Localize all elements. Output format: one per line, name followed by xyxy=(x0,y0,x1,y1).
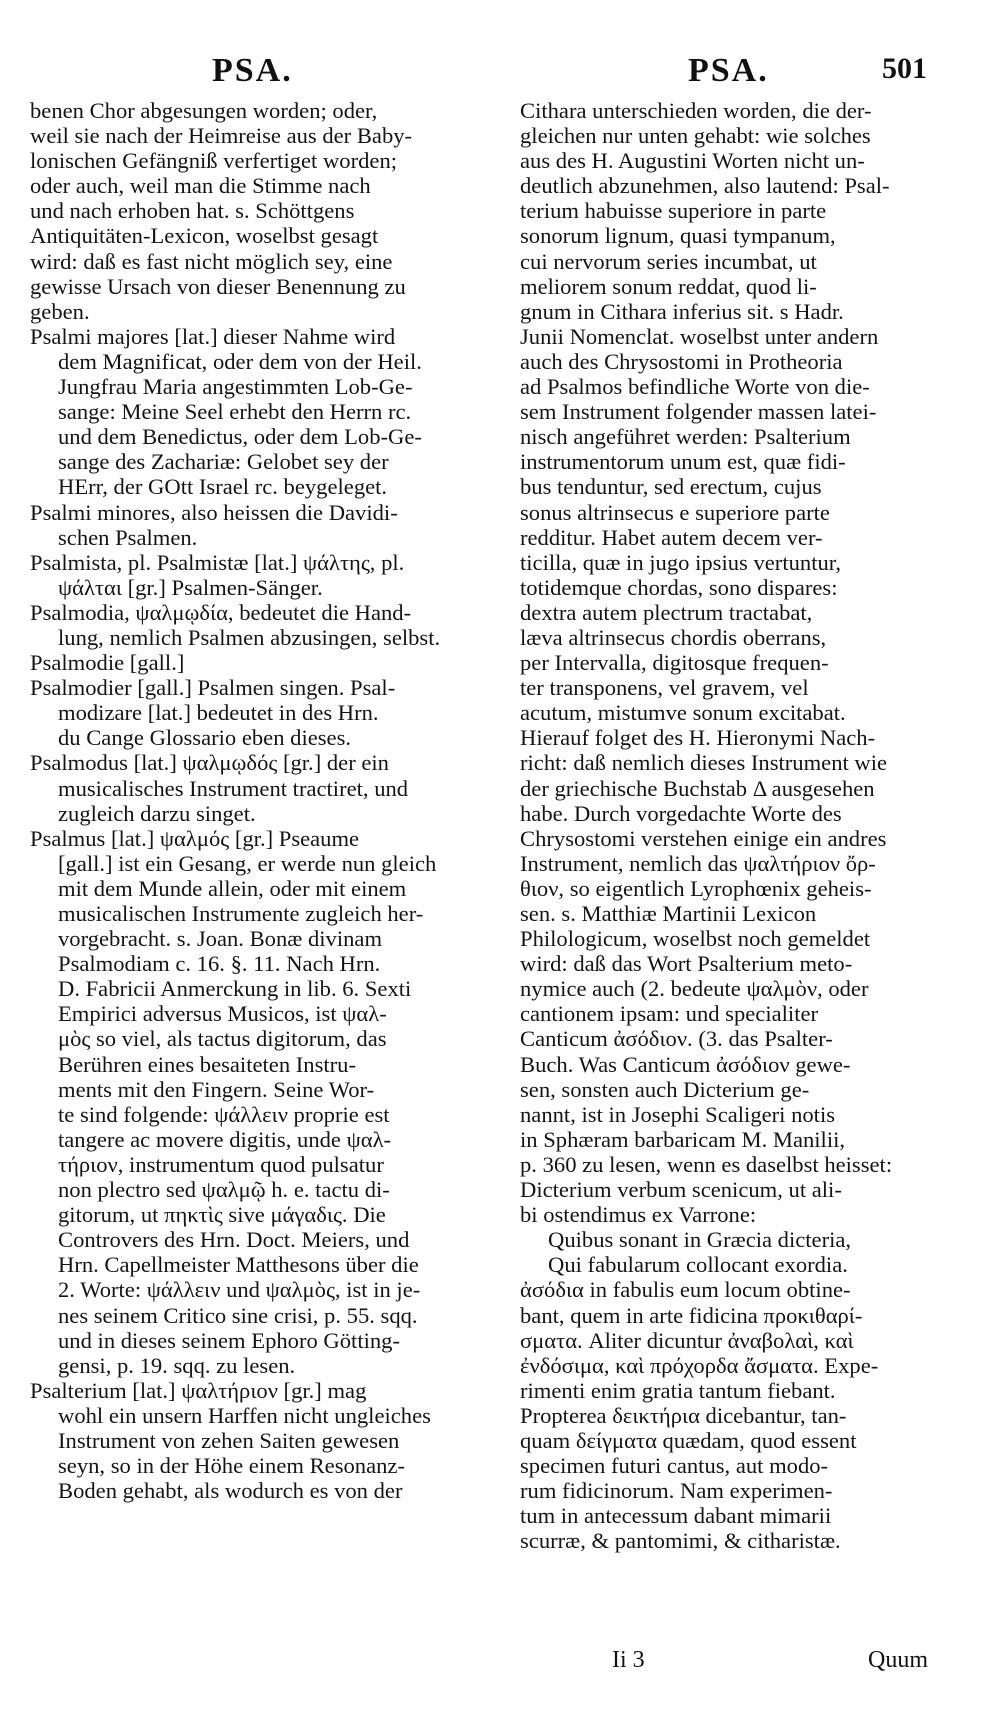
text-line: bus tenduntur, sed erectum, cujus xyxy=(520,474,822,500)
text-line: tum in antecessum dabant mimarii xyxy=(520,1503,832,1529)
text-line: Jungfrau Maria angestimmten Lob-Ge- xyxy=(58,374,413,400)
text-line: p. 360 zu lesen, wenn es daselbst heisset: xyxy=(520,1151,893,1177)
text-line: wird: daß es fast nicht möglich sey, eine xyxy=(30,248,393,274)
text-line: Controvers des Hrn. Doct. Meiers, und xyxy=(58,1227,410,1253)
text-line: zugleich darzu singet. xyxy=(58,800,256,826)
text-line: τήριον, instrumentum quod pulsatur xyxy=(58,1151,384,1177)
text-line: bi ostendimus ex Varrone: xyxy=(520,1202,757,1228)
text-line: nes seinem Critico sine crisi, p. 55. sqq. xyxy=(58,1302,418,1328)
page-number: 501 xyxy=(882,52,927,85)
text-line: μὸς so viel, als tactus digitorum, das xyxy=(58,1026,387,1052)
text-line: totidemque chordas, sono dispares: xyxy=(520,574,838,600)
text-line: ad Psalmos befindliche Worte von die- xyxy=(520,374,870,400)
text-line: ἐνδόσιμα, καὶ πρόχορδα ἄσματα. Expe- xyxy=(520,1352,879,1378)
text-line: nymice auch (2. bedeute ψαλμὸν, oder xyxy=(520,976,869,1002)
text-line: Quibus sonant in Græcia dicteria, xyxy=(548,1227,852,1253)
text-line: Psalterium [lat.] ψαλτήριον [gr.] mag xyxy=(30,1377,367,1403)
text-line: Psalmodiam c. 16. §. 11. Nach Hrn. xyxy=(58,951,381,977)
text-line: Cithara unterschieden worden, die der- xyxy=(520,98,872,123)
running-head-right: PSA. xyxy=(688,52,769,89)
text-line: sen, sonsten auch Dicterium ge- xyxy=(520,1076,810,1102)
text-line: HErr, der GOtt Israel rc. beygeleget. xyxy=(58,474,388,500)
text-line: tangere ac movere digitis, unde ψαλ- xyxy=(58,1126,392,1152)
text-line: meliorem sonum reddat, quod li- xyxy=(520,273,817,299)
text-line: sonorum lignum, quasi tympanum, xyxy=(520,223,836,249)
text-line: und in dieses seinem Ephoro Götting- xyxy=(58,1327,400,1353)
text-line: habe. Durch vorgedachte Worte des xyxy=(520,800,842,826)
text-line: Dicterium verbum scenicum, ut ali- xyxy=(520,1177,842,1203)
left-column xyxy=(30,98,470,1503)
text-line: schen Psalmen. xyxy=(58,524,198,550)
text-line: dextra autem plectrum tractabat, xyxy=(520,599,813,625)
text-line: Instrument, nemlich das ψαλτήριον ὄρ- xyxy=(520,850,876,876)
text-line: sonus altrinsecus e superiore parte xyxy=(520,499,830,525)
text-line: Chrysostomi verstehen einige ein andres xyxy=(520,825,887,851)
text-line: σματα. Aliter dicuntur ἀναβολαὶ, καὶ xyxy=(520,1327,854,1353)
text-line: ψάλται [gr.] Psalmen-Sänger. xyxy=(58,574,323,600)
text-line: sen. s. Matthiæ Martinii Lexicon xyxy=(520,901,817,926)
text-line: du Cange Glossario eben dieses. xyxy=(58,725,352,751)
text-line: richt: daß nemlich dieses Instrument wie xyxy=(520,750,888,776)
text-line: gitorum, ut πηκτὶς sive μάγαδις. Die xyxy=(58,1202,386,1228)
text-line: Instrument von zehen Saiten gewesen xyxy=(58,1427,400,1453)
text-line: [gall.] ist ein Gesang, er werde nun gleich xyxy=(58,850,437,876)
text-line: scurræ, & pantomimi, & citharistæ. xyxy=(520,1528,841,1554)
text-line: Philologicum, woselbst noch gemeldet xyxy=(520,926,871,952)
text-line: benen Chor abgesungen worden; oder, xyxy=(30,98,378,123)
text-line: Hierauf folget des H. Hieronymi Nach- xyxy=(520,725,876,751)
text-line: per Intervalla, digitosque frequen- xyxy=(520,650,829,676)
text-line: nisch angeführet werden: Psalterium xyxy=(520,424,851,450)
text-line: aus des H. Augustini Worten nicht un- xyxy=(520,148,865,174)
text-line: gleichen nur unten gehabt: wie solches xyxy=(520,123,871,149)
text-line: rum fidicinorum. Nam experimen- xyxy=(520,1478,833,1504)
text-line: cui nervorum series incumbat, ut xyxy=(520,248,817,274)
text-line: Canticum ἀσόδιον. (3. das Psalter- xyxy=(520,1026,833,1052)
text-line: Psalmodus [lat.] ψαλμῳδός [gr.] der ein xyxy=(30,750,389,776)
text-line: mit dem Munde allein, oder mit einem xyxy=(58,875,407,901)
right-column xyxy=(520,98,940,1553)
text-line: und nach erhoben hat. s. Schöttgens xyxy=(30,198,355,224)
text-line: wird: daß das Wort Psalterium meto- xyxy=(520,951,853,977)
text-line: wohl ein unsern Harffen nicht ungleiches xyxy=(58,1402,431,1428)
text-line: ments mit den Fingern. Seine Wor- xyxy=(58,1076,375,1102)
text-line: lonischen Gefängniß verfertiget worden; xyxy=(30,148,398,174)
text-line: rimenti enim gratia tantum fiebant. xyxy=(520,1377,836,1403)
text-line: gensi, p. 19. sqq. zu lesen. xyxy=(58,1352,296,1378)
text-line: Berühren eines besaiteten Instru- xyxy=(58,1051,356,1077)
text-line: Antiquitäten-Lexicon, woselbst gesagt xyxy=(30,223,379,249)
text-line: non plectro sed ψαλμῷ h. e. tactu di- xyxy=(58,1177,390,1203)
catchword: Quum xyxy=(868,1647,928,1673)
text-line: θιον, so eigentlich Lyrophœnix geheis- xyxy=(520,875,872,901)
text-line: sange des Zachariæ: Gelobet sey der xyxy=(58,449,389,475)
text-line: deutlich abzunehmen, also lautend: Psal- xyxy=(520,173,890,199)
text-line: und dem Benedictus, oder dem Lob-Ge- xyxy=(58,424,422,450)
text-line: modizare [lat.] bedeutet in des Hrn. xyxy=(58,700,379,726)
text-line: gewisse Ursach von dieser Benennung zu xyxy=(30,273,406,299)
text-line: Boden gehabt, als wodurch es von der xyxy=(58,1478,403,1504)
signature-mark: Ii 3 xyxy=(612,1647,645,1673)
text-line: terium habuisse superiore in parte xyxy=(520,198,827,224)
text-line: gnum in Cithara inferius sit. s Hadr. xyxy=(520,298,844,324)
text-line: acutum, mistumve sonum excitabat. xyxy=(520,700,846,726)
text-line: sem Instrument folgender massen latei- xyxy=(520,399,877,425)
text-line: quam δείγματα quædam, quod essent xyxy=(520,1427,857,1453)
text-line: sange: Meine Seel erhebt den Herrn rc. xyxy=(58,399,412,425)
text-line: ter transponens, vel gravem, vel xyxy=(520,675,809,701)
text-line: vorgebracht. s. Joan. Bonæ divinam xyxy=(58,926,383,952)
text-line: Psalmista, pl. Psalmistæ [lat.] ψάλτης, pl. xyxy=(30,549,405,575)
text-line: musicalischen Instrumente zugleich her- xyxy=(58,901,424,926)
text-line: Psalmodie [gall.] xyxy=(30,650,185,676)
text-line: D. Fabricii Anmerckung in lib. 6. Sexti xyxy=(58,976,412,1002)
text-line: Propterea δεικτήρια dicebantur, tan- xyxy=(520,1402,847,1428)
text-line: te sind folgende: ψάλλειν proprie est xyxy=(58,1101,390,1127)
text-line: Psalmi minores, also heissen die Davidi- xyxy=(30,499,398,525)
text-line: dem Magnificat, oder dem von der Heil. xyxy=(58,348,422,374)
text-line: Junii Nomenclat. woselbst unter andern xyxy=(520,323,879,349)
text-line: instrumentorum unum est, quæ fidi- xyxy=(520,449,846,475)
text-line: Buch. Was Canticum ἀσόδιον gewe- xyxy=(520,1051,851,1077)
text-line: weil sie nach der Heimreise aus der Baby- xyxy=(30,123,413,149)
text-line: auch des Chrysostomi in Protheoria xyxy=(520,348,843,374)
text-line: redditur. Habet autem decem ver- xyxy=(520,524,823,550)
text-line: ἀσόδια in fabulis eum locum obtine- xyxy=(520,1277,851,1303)
text-line: cantionem ipsam: und specialiter xyxy=(520,1001,819,1027)
text-line: Psalmodier [gall.] Psalmen singen. Psal- xyxy=(30,675,396,701)
text-line: in Sphæram barbaricam M. Manilii, xyxy=(520,1126,846,1152)
text-line: seyn, so in der Höhe einem Resonanz- xyxy=(58,1453,405,1479)
running-head-left: PSA. xyxy=(212,52,293,89)
text-line: Qui fabularum collocant exordia. xyxy=(548,1252,848,1278)
text-line: der griechische Buchstab Δ ausgesehen xyxy=(520,775,875,801)
text-line: 2. Worte: ψάλλειν und ψαλμὸς, ist in je- xyxy=(58,1277,421,1303)
text-line: Psalmi majores [lat.] dieser Nahme wird xyxy=(30,323,396,349)
text-line: ticilla, quæ in jugo ipsius vertuntur, xyxy=(520,549,842,575)
text-line: musicalisches Instrument tractiret, und xyxy=(58,775,409,801)
text-line: Psalmus [lat.] ψαλμός [gr.] Pseaume xyxy=(30,825,360,851)
text-line: lung, nemlich Psalmen abzusingen, selbst. xyxy=(58,624,441,650)
text-line: Hrn. Capellmeister Matthesons über die xyxy=(58,1252,419,1278)
text-line: specimen futuri cantus, aut modo- xyxy=(520,1453,829,1479)
text-line: geben. xyxy=(30,298,90,324)
text-line: oder auch, weil man die Stimme nach xyxy=(30,173,371,199)
text-line: Psalmodia, ψαλμῳδία, bedeutet die Hand- xyxy=(30,599,412,625)
text-line: bant, quem in arte fidicina προκιθαρί- xyxy=(520,1302,863,1328)
text-line: nannt, ist in Josephi Scaligeri notis xyxy=(520,1101,836,1127)
text-line: Empirici adversus Musicos, ist ψαλ- xyxy=(58,1001,387,1027)
text-line: læva altrinsecus chordis oberrans, xyxy=(520,624,827,650)
